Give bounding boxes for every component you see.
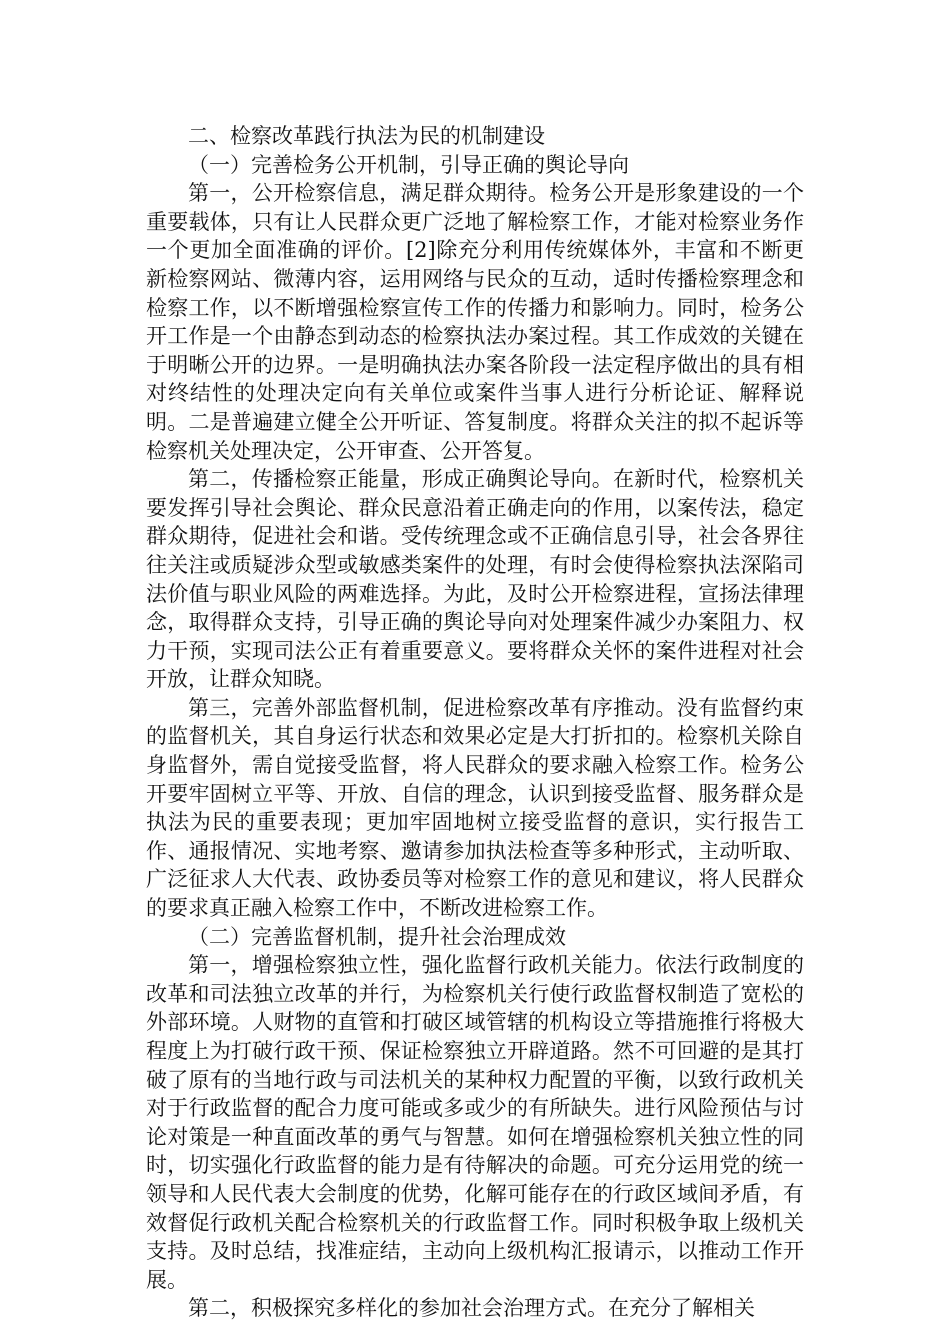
subsection-1-title: （一）完善检务公开机制，引导正确的舆论导向 bbox=[188, 152, 629, 177]
paragraph: 第二，传播检察正能量，形成正确舆论导向。在新时代，检察机关要发挥引导社会舆论、群众民意沿着正确走向的作用，以案传法，稳定群众期待，促进社会和谐。受传统理念或不正确信息引导，社会各界往往关注或质疑涉众型或敏感类案件的处理，有时会使得检察执法深陷司法价值与职业风险的两难选择。为此，及时公开检察进程，宣扬法律理念，取得群众支持，引导正确的舆论导向对处理案件减少办案阻力、权力干预，实现司法公正有着重要意义。要将群众关怀的案件进程对社会开放，让群众知晓。 bbox=[146, 467, 804, 692]
paragraph: 第二，积极探究多样化的参加社会治理方式。在充分了解相关 bbox=[188, 1296, 755, 1321]
paragraph: 第一，公开检察信息，满足群众期待。检务公开是形象建设的一个重要载体，只有让人民群众更广泛地了解检察工作，才能对检察业务作一个更加全面准确的评价。[2]除充分利用传统媒体外，丰富和不断更新检察网站、微薄内容，运用网络与民众的互动，适时传播检察理念和检察工作，以不断增强检察宣传工作的传播力和影响力。同时，检务公开工作是一个由静态到动态的检察执法办案过程。其工作成效的关键在于明晰公开的边界。一是明确执法办案各阶段一法定程序做出的具有相对终结性的处理决定向有关单位或案件当事人进行分析论证、解释说明。二是普遍建立健全公开听证、答复制度。将群众关注的拟不起诉等检察机关处理决定，公开审查、公开答复。 bbox=[146, 181, 804, 463]
subsection-2-title: （二）完善监督机制，提升社会治理成效 bbox=[188, 924, 566, 949]
document-page bbox=[146, 122, 804, 1323]
section-title: 二、检察改革践行执法为民的机制建设 bbox=[188, 124, 545, 148]
paragraph: 第三，完善外部监督机制，促进检察改革有序推动。没有监督约束的监督机关，其自身运行状态和效果必定是大打折扣的。检察机关除自身监督外，需自觉接受监督，将人民群众的要求融入检察工作。检务公开要牢固树立平等、开放、自信的理念，认识到接受监督、服务群众是执法为民的重要表现；更加牢固地树立接受监督的意识，实行报告工作、通报情况、实地考察、邀请参加执法检查等多种形式，主动听取、广泛征求人大代表、政协委员等对检察工作的意见和建议，将人民群众的要求真正融入检察工作中，不断改进检察工作。 bbox=[146, 695, 804, 921]
paragraph: 第一，增强检察独立性，强化监督行政机关能力。依法行政制度的改革和司法独立改革的并行，为检察机关行使行政监督权制造了宽松的外部环境。人财物的直管和打破区域管辖的机构设立等措施推行将极大程度上为打破行政干预、保证检察独立开辟道路。然不可回避的是其打破了原有的当地行政与司法机关的某种权力配置的平衡，以致行政机关对于行政监督的配合力度可能或多或少的有所缺失。进行风险预估与讨论对策是一种直面改革的勇气与智慧。如何在增强检察机关独立性的同时，切实强化行政监督的能力是有待解决的命题。可充分运用党的统一领导和人民代表大会制度的优势，化解可能存在的行政区域间矛盾，有效督促行政机关配合检察机关的行政监督工作。同时积极争取上级机关支持。及时总结，找准症结，主动向上级机构汇报请示，以推动工作开展。 bbox=[146, 953, 804, 1292]
